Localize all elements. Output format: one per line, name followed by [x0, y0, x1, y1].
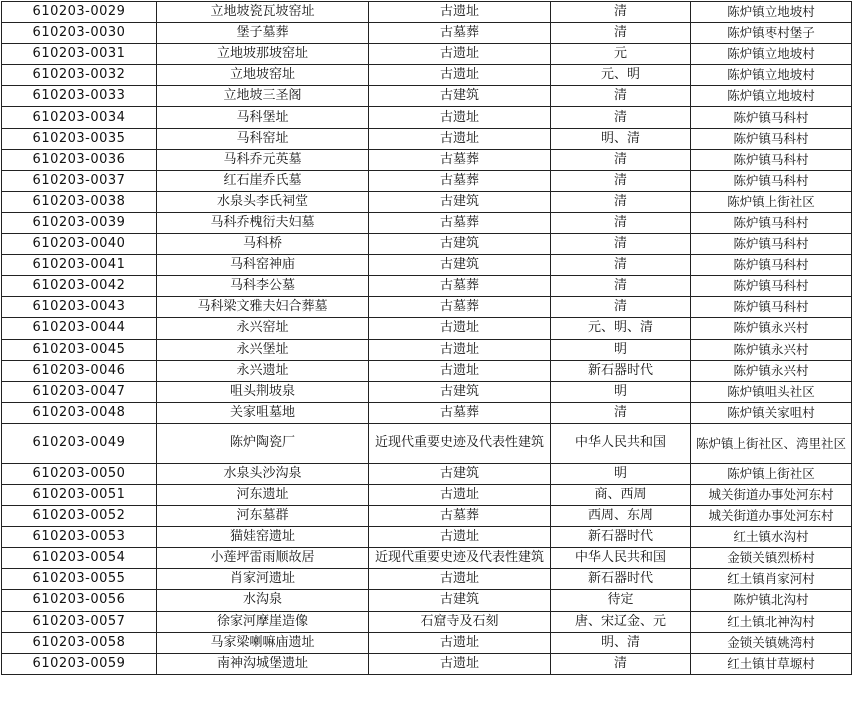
cell-location: 陈炉镇枣村堡子: [691, 23, 852, 44]
cell-era: 商、西周: [551, 484, 691, 505]
cell-name: 马家梁喇嘛庙遗址: [157, 632, 369, 653]
table-row: [2, 86, 852, 107]
cell-name: 南神沟城堡遗址: [157, 653, 369, 674]
cell-category: 古遗址: [369, 339, 551, 360]
cell-location: 城关街道办事处河东村: [691, 484, 852, 505]
table-row: [2, 191, 852, 212]
cell-location: 陈炉镇马科村: [691, 107, 852, 128]
cell-era: 清: [551, 149, 691, 170]
table-row: [2, 318, 852, 339]
cell-id: 610203-0051: [2, 484, 157, 505]
cell-category: 古墓葬: [369, 402, 551, 423]
cell-category: 古遗址: [369, 2, 551, 23]
cell-name: 红石崖乔氏墓: [157, 170, 369, 191]
cell-category: 古墓葬: [369, 149, 551, 170]
cell-category: 近现代重要史迹及代表性建筑: [369, 423, 551, 463]
cell-category: 古遗址: [369, 107, 551, 128]
table-row: [2, 234, 852, 255]
cell-category: 古建筑: [369, 191, 551, 212]
table-row: [2, 339, 852, 360]
cell-location: 红土镇水沟村: [691, 527, 852, 548]
table-row: [2, 590, 852, 611]
cell-name: 陈炉陶瓷厂: [157, 423, 369, 463]
cell-id: 610203-0044: [2, 318, 157, 339]
cell-id: 610203-0032: [2, 65, 157, 86]
cell-era: 明: [551, 463, 691, 484]
cell-location: 陈炉镇马科村: [691, 170, 852, 191]
cell-id: 610203-0042: [2, 276, 157, 297]
cell-era: 清: [551, 276, 691, 297]
cell-era: 元、明: [551, 65, 691, 86]
cell-name: 马科窑址: [157, 128, 369, 149]
table-row: [2, 463, 852, 484]
table-row: [2, 2, 852, 23]
cell-era: 清: [551, 297, 691, 318]
cell-era: 清: [551, 23, 691, 44]
cell-era: 清: [551, 234, 691, 255]
table-row: [2, 653, 852, 674]
cell-era: 清: [551, 212, 691, 233]
cell-era: 清: [551, 653, 691, 674]
cell-category: 古墓葬: [369, 212, 551, 233]
cell-id: 610203-0046: [2, 360, 157, 381]
cell-id: 610203-0034: [2, 107, 157, 128]
cell-name: 水泉头沙沟泉: [157, 463, 369, 484]
cell-category: 古遗址: [369, 128, 551, 149]
cell-category: 古建筑: [369, 255, 551, 276]
cell-name: 猫娃窑遗址: [157, 527, 369, 548]
cell-category: 近现代重要史迹及代表性建筑: [369, 548, 551, 569]
cell-era: 清: [551, 191, 691, 212]
cell-name: 马科窑神庙: [157, 255, 369, 276]
cell-era: 新石器时代: [551, 360, 691, 381]
cell-category: 古建筑: [369, 463, 551, 484]
cell-era: 西周、东周: [551, 506, 691, 527]
cell-category: 古遗址: [369, 569, 551, 590]
cell-category: 古建筑: [369, 381, 551, 402]
cell-category: 古墓葬: [369, 276, 551, 297]
table-row: [2, 276, 852, 297]
cell-era: 明: [551, 339, 691, 360]
cell-id: 610203-0054: [2, 548, 157, 569]
table-row: [2, 360, 852, 381]
cell-id: 610203-0056: [2, 590, 157, 611]
cell-id: 610203-0030: [2, 23, 157, 44]
table-row: [2, 65, 852, 86]
table-row: [2, 23, 852, 44]
cell-name: 徐家河摩崖造像: [157, 611, 369, 632]
cell-name: 永兴遗址: [157, 360, 369, 381]
cell-id: 610203-0029: [2, 2, 157, 23]
cell-name: 水沟泉: [157, 590, 369, 611]
cell-location: 金锁关镇姚湾村: [691, 632, 852, 653]
cell-name: 堡子墓葬: [157, 23, 369, 44]
table-row: [2, 402, 852, 423]
cell-era: 元: [551, 44, 691, 65]
cell-name: 河东墓群: [157, 506, 369, 527]
cell-location: 陈炉镇马科村: [691, 128, 852, 149]
cell-category: 古遗址: [369, 653, 551, 674]
cell-id: 610203-0031: [2, 44, 157, 65]
cell-location: 陈炉镇马科村: [691, 234, 852, 255]
heritage-table-body: [2, 2, 852, 675]
table-row: [2, 107, 852, 128]
cell-name: 马科乔槐衍夫妇墓: [157, 212, 369, 233]
cell-id: 610203-0039: [2, 212, 157, 233]
cell-id: 610203-0055: [2, 569, 157, 590]
cell-location: 陈炉镇上街社区、湾里社区: [691, 423, 852, 463]
cell-era: 明: [551, 381, 691, 402]
cell-location: 陈炉镇立地坡村: [691, 2, 852, 23]
cell-era: 新石器时代: [551, 527, 691, 548]
cell-id: 610203-0049: [2, 423, 157, 463]
cell-name: 小莲坪雷雨顺故居: [157, 548, 369, 569]
table-row: [2, 484, 852, 505]
cell-name: 关家咀墓地: [157, 402, 369, 423]
cell-id: 610203-0050: [2, 463, 157, 484]
table-row: [2, 212, 852, 233]
cell-category: 古墓葬: [369, 506, 551, 527]
cell-category: 石窟寺及石刻: [369, 611, 551, 632]
table-row: [2, 548, 852, 569]
table-row: [2, 149, 852, 170]
table-row: [2, 423, 852, 463]
cell-id: 610203-0053: [2, 527, 157, 548]
cell-location: 陈炉镇关家咀村: [691, 402, 852, 423]
cell-location: 红土镇甘草塬村: [691, 653, 852, 674]
cell-era: 新石器时代: [551, 569, 691, 590]
table-row: [2, 128, 852, 149]
cell-category: 古墓葬: [369, 170, 551, 191]
cell-id: 610203-0057: [2, 611, 157, 632]
cell-location: 陈炉镇马科村: [691, 212, 852, 233]
table-row: [2, 297, 852, 318]
cell-name: 水泉头李氏祠堂: [157, 191, 369, 212]
cell-location: 陈炉镇上街社区: [691, 191, 852, 212]
cell-name: 立地坡瓷瓦坡窑址: [157, 2, 369, 23]
table-row: [2, 381, 852, 402]
cell-id: 610203-0059: [2, 653, 157, 674]
heritage-table: [1, 1, 852, 675]
cell-name: 立地坡那坡窑址: [157, 44, 369, 65]
cell-name: 肖家河遗址: [157, 569, 369, 590]
cell-era: 清: [551, 107, 691, 128]
table-row: [2, 255, 852, 276]
cell-name: 马科李公墓: [157, 276, 369, 297]
cell-location: 陈炉镇立地坡村: [691, 65, 852, 86]
cell-location: 红土镇肖家河村: [691, 569, 852, 590]
cell-id: 610203-0048: [2, 402, 157, 423]
cell-category: 古墓葬: [369, 23, 551, 44]
cell-id: 610203-0058: [2, 632, 157, 653]
cell-name: 马科桥: [157, 234, 369, 255]
table-row: [2, 44, 852, 65]
table-row: [2, 632, 852, 653]
cell-location: 陈炉镇马科村: [691, 149, 852, 170]
cell-location: 陈炉镇马科村: [691, 297, 852, 318]
table-row: [2, 170, 852, 191]
cell-location: 金锁关镇烈桥村: [691, 548, 852, 569]
cell-era: 清: [551, 2, 691, 23]
cell-location: 陈炉镇上街社区: [691, 463, 852, 484]
cell-id: 610203-0035: [2, 128, 157, 149]
cell-location: 陈炉镇立地坡村: [691, 86, 852, 107]
table-row: [2, 569, 852, 590]
cell-id: 610203-0037: [2, 170, 157, 191]
cell-location: 陈炉镇永兴村: [691, 360, 852, 381]
cell-location: 城关街道办事处河东村: [691, 506, 852, 527]
cell-category: 古遗址: [369, 360, 551, 381]
cell-era: 元、明、清: [551, 318, 691, 339]
cell-id: 610203-0038: [2, 191, 157, 212]
cell-id: 610203-0045: [2, 339, 157, 360]
cell-name: 马科乔元英墓: [157, 149, 369, 170]
cell-era: 清: [551, 86, 691, 107]
cell-category: 古遗址: [369, 318, 551, 339]
cell-category: 古遗址: [369, 65, 551, 86]
table-row: [2, 611, 852, 632]
cell-category: 古遗址: [369, 484, 551, 505]
cell-era: 明、清: [551, 632, 691, 653]
cell-name: 永兴堡址: [157, 339, 369, 360]
cell-id: 610203-0043: [2, 297, 157, 318]
cell-name: 河东遗址: [157, 484, 369, 505]
cell-category: 古遗址: [369, 527, 551, 548]
cell-name: 马科堡址: [157, 107, 369, 128]
cell-id: 610203-0041: [2, 255, 157, 276]
cell-location: 陈炉镇马科村: [691, 276, 852, 297]
cell-era: 待定: [551, 590, 691, 611]
cell-location: 陈炉镇咀头社区: [691, 381, 852, 402]
table-row: [2, 506, 852, 527]
cell-category: 古建筑: [369, 234, 551, 255]
cell-era: 明、清: [551, 128, 691, 149]
cell-category: 古建筑: [369, 590, 551, 611]
cell-name: 立地坡窑址: [157, 65, 369, 86]
cell-era: 中华人民共和国: [551, 548, 691, 569]
cell-category: 古遗址: [369, 632, 551, 653]
cell-location: 陈炉镇永兴村: [691, 339, 852, 360]
cell-name: 立地坡三圣阁: [157, 86, 369, 107]
cell-era: 清: [551, 255, 691, 276]
cell-location: 陈炉镇北沟村: [691, 590, 852, 611]
cell-id: 610203-0036: [2, 149, 157, 170]
cell-category: 古建筑: [369, 86, 551, 107]
cell-era: 中华人民共和国: [551, 423, 691, 463]
cell-id: 610203-0047: [2, 381, 157, 402]
cell-id: 610203-0033: [2, 86, 157, 107]
cell-era: 唐、宋辽金、元: [551, 611, 691, 632]
cell-location: 陈炉镇永兴村: [691, 318, 852, 339]
cell-id: 610203-0052: [2, 506, 157, 527]
cell-name: 咀头荆坡泉: [157, 381, 369, 402]
cell-location: 陈炉镇马科村: [691, 255, 852, 276]
cell-category: 古墓葬: [369, 297, 551, 318]
cell-category: 古遗址: [369, 44, 551, 65]
cell-era: 清: [551, 170, 691, 191]
cell-name: 马科梁文雅夫妇合葬墓: [157, 297, 369, 318]
cell-location: 陈炉镇立地坡村: [691, 44, 852, 65]
cell-location: 红土镇北神沟村: [691, 611, 852, 632]
table-row: [2, 527, 852, 548]
cell-era: 清: [551, 402, 691, 423]
cell-name: 永兴窑址: [157, 318, 369, 339]
cell-id: 610203-0040: [2, 234, 157, 255]
